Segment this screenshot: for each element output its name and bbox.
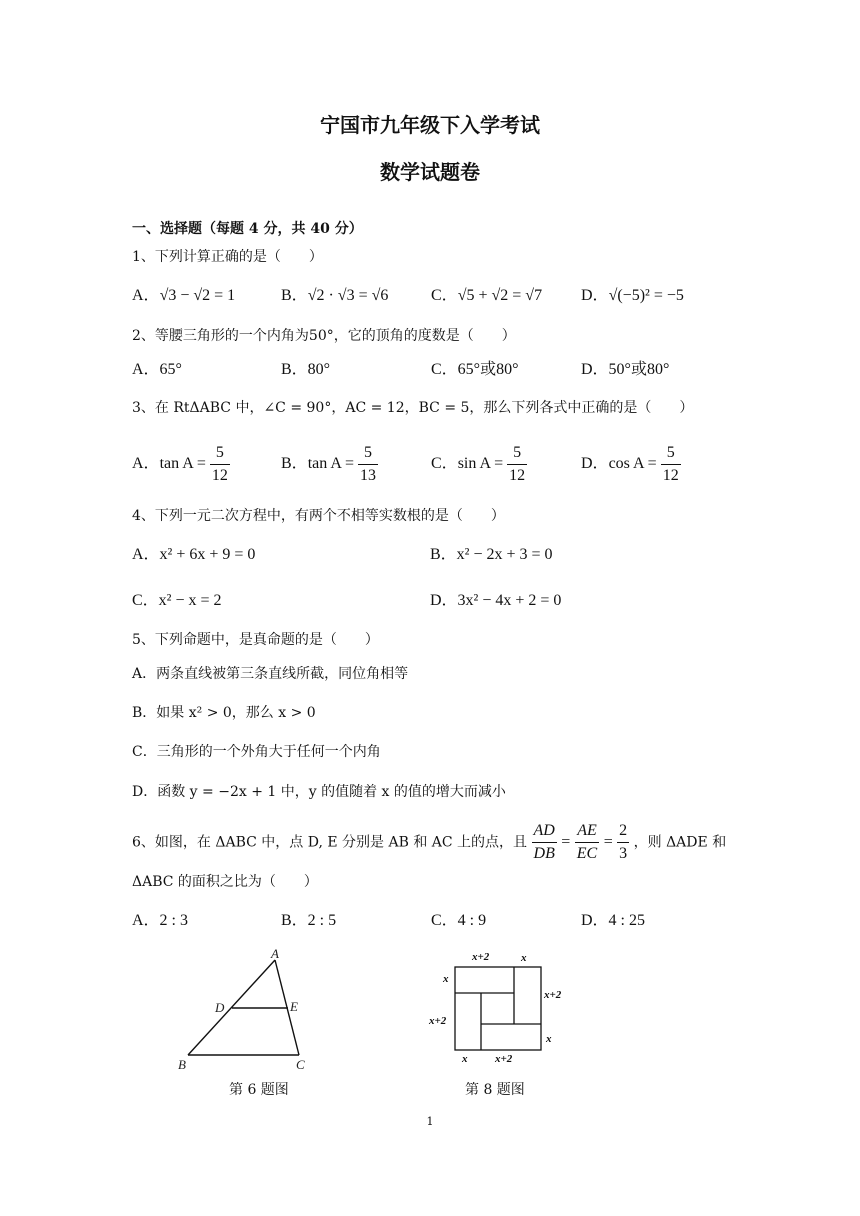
outer-square (455, 967, 541, 1050)
figure-6-caption: 第 6 题图 (229, 1082, 289, 1098)
q4-stem: 4、下列一元二次方程中，有两个不相等实数根的是（ ） (132, 508, 505, 524)
q6-option-a: A．2 : 3 (132, 912, 189, 929)
dim-top-2: x (521, 952, 527, 964)
label-d: D (215, 1000, 225, 1015)
q2-option-d: D．50°或80° (581, 361, 670, 378)
dim-bottom-1: x (462, 1053, 468, 1065)
q3-option-b: B．tan A = $\frac{5}{13}$ (281, 444, 377, 484)
q2-option-b: B．80° (281, 361, 331, 378)
figure-8-caption: 第 8 题图 (465, 1082, 525, 1098)
figure-8-square (425, 945, 575, 1065)
exam-title: 宁国市九年级下入学考试 (320, 113, 540, 137)
dim-left-2: x+2 (429, 1015, 447, 1027)
q6-option-b: B．2 : 5 (281, 912, 337, 929)
figure-6-triangle (170, 945, 320, 1075)
section-heading: 一、选择题（每题 4 分，共 40 分） (132, 221, 363, 237)
q5-option-d: D．函数 y = −2x + 1 中，y 的值随着 x 的值的增大而减小 (132, 784, 506, 800)
dim-right-1: x+2 (544, 989, 562, 1001)
q2-option-a: A．65° (132, 361, 182, 378)
q4-option-c: C．x² − x = 2 (132, 592, 222, 609)
exam-subtitle: 数学试题卷 (380, 160, 480, 184)
q5-option-a: A．两条直线被第三条直线所截，同位角相等 (132, 666, 409, 682)
q4-option-a: A．x² + 6x + 9 = 0 (132, 546, 256, 563)
q3-stem: 3、在 RtΔABC 中，∠C = 90°，AC = 12，BC = 5，那么下列各式中正确的是（ ） (132, 400, 694, 416)
label-b: B (178, 1057, 186, 1072)
q4-option-b: B．x² − 2x + 3 = 0 (430, 546, 553, 563)
q3-option-c: C．sin A = $\frac{5}{12}$ (431, 444, 526, 484)
q1-option-a: A．√3 − √2 = 1 (132, 287, 236, 304)
q2-option-c: C．65°或80° (431, 361, 519, 378)
q1-option-c: C．√5 + √2 = √7 (431, 287, 543, 304)
q3-option-d: D．cos A = $\frac{5}{12}$ (581, 444, 679, 484)
q5-stem: 5、下列命题中，是真命题的是（ ） (132, 632, 379, 648)
label-a: A (271, 946, 279, 961)
q1-option-d: D．√(−5)² = −5 (581, 287, 684, 304)
dim-top-1: x+2 (472, 951, 490, 963)
q6-stem: 6、如图，在 ΔABC 中，点 D, E 分别是 AB 和 AC 上的点，且 $\frac{AD}{DB}$ = $\frac{AE}{EC}$ = $\frac{2}{3}$ ，则 ΔADE 和 (132, 822, 727, 862)
q1-option-b: B．√2 · √3 = √6 (281, 287, 389, 304)
dim-left-1: x (443, 973, 449, 985)
q4-option-d: D．3x² − 4x + 2 = 0 (430, 592, 562, 609)
q5-option-c: C．三角形的一个外角大于任何一个内角 (132, 744, 381, 760)
label-c: C (296, 1057, 305, 1072)
page-number: 1 (426, 1115, 434, 1128)
q5-option-b: B．如果 x² > 0，那么 x > 0 (132, 705, 316, 721)
dim-right-2: x (546, 1033, 552, 1045)
dim-bottom-2: x+2 (495, 1053, 513, 1065)
q1-stem: 1、下列计算正确的是（ ） (132, 249, 323, 265)
q6-stem-line2: ΔABC 的面积之比为（ ） (132, 874, 318, 890)
q6-option-c: C．4 : 9 (431, 912, 487, 929)
q2-stem: 2、等腰三角形的一个内角为50°，它的顶角的度数是（ ） (132, 328, 516, 344)
q6-option-d: D．4 : 25 (581, 912, 646, 929)
q3-option-a: A．tan A = $\frac{5}{12}$ (132, 444, 228, 484)
label-e: E (290, 999, 298, 1014)
